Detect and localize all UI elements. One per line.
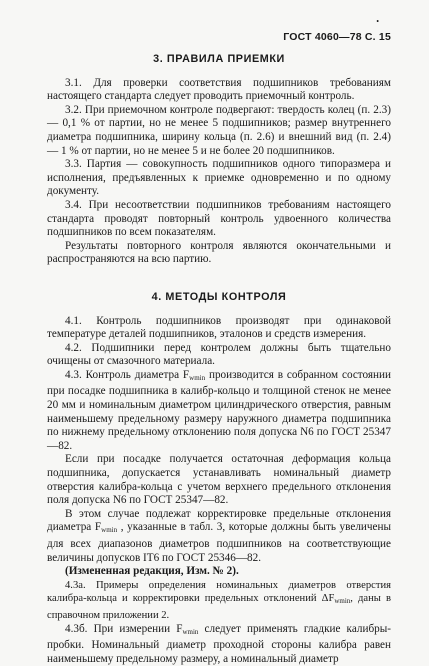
paragraph-correction [47,508,391,565]
paragraph-4-3a-part-a: 4.3а. Примеры определения номинальных диаметров отверстия калибра-кольца и корректировки предельных отклонений ΔF [47,579,391,605]
fwmin-subscript: wmin [189,373,206,382]
amendment-note: (Измененная редакция, Изм. № 2). [65,565,239,578]
paragraph-4-3-part-b: производится в собранном состоянии при посадке подшипника в калибр-кольцо и толщиной стенок не менее 20 мм и номинальным диаметром цилиндрического отверстия, равным наименьшему предельному размеру наружного диаметра подшипника по нижнему предельному отклонению поля допуска N6 по ГОСТ 25347—82. [47,368,392,452]
paragraph-4-2: 4.2. Подшипники перед контролем должны быть тщательно очищены от смазочного материала. [47,341,391,368]
page-mark: • [376,17,379,26]
paragraph-correction-part-a: В этом случае подлежат корректировке предельные отклонения диаметра F [47,507,391,534]
paragraph-deformation: Если при посадке получается остаточная деформация кольца подшипника, допускается устанавливать номинальный диаметр отверстия калибра-кольца с учетом верхнего предельного отклонения поля допуска N6 по ГОСТ 25347—82. [47,453,391,507]
fwmin-subscript: wmin [101,526,118,535]
paragraph-correction-part-b: , указанные в табл. 3, которые должны быть увеличены для всех диапазонов диаметров подшипников на соответствующие величины допусков IT6 по ГОСТ 25346—82. [47,521,392,564]
paragraph-4-3b-part-a: 4.3б. При измерении F [65,622,183,635]
section-4-title: 4. МЕТОДЫ КОНТРОЛЯ [151,290,287,303]
paragraph-3-3: 3.3. Партия — совокупность подшипников одного типоразмера и исполнения, предъявленных к приемке одновременно и по одному документу. [47,158,391,198]
paragraph-4-3a [47,579,391,623]
paragraph-4-3b-part-b: следует применять гладкие калибры-пробки. Номинальный диаметр проходной стороны калибра равен наименьшему предельному размеру, а номинальный диаметр [47,622,391,665]
fwmin-subscript: wmin [334,597,351,606]
paragraph-4-3a-part-b: , даны в справочном приложении 2. [47,593,391,621]
paragraph-3-2: 3.2. При приемочном контроле подвергают: твердость колец (п. 2.3) — 0,1 % от партии, но не менее 5 подшипников; размер внутреннего диаметра подшипника, ширину кольца (п. 2.6) и внешний вид (п. 2.4) — 1 % от партии, но не менее 5 и не более 20 подшипников. [47,103,391,157]
page-header: ГОСТ 4060—78 С. 15 [283,31,391,43]
section-3-title: 3. ПРАВИЛА ПРИЕМКИ [153,53,285,65]
paragraph-3-4: 3.4. При несоответствии подшипников требованиям настоящего стандарта проводят повторный контроль удвоенного количества подшипников по всем показателям. [47,198,391,239]
paragraph-4-3-part-a: 4.3. Контроль диаметра F [65,368,190,381]
paragraph-4-1: 4.1. Контроль подшипников производят при одинаковой температуре деталей подшипников, эталонов и средств измерения. [47,314,391,341]
paragraph-4-3 [47,369,391,454]
paragraph-4-3b [47,623,391,666]
paragraph-3-results: Результаты повторного контроля являются окончательными и распространяются на всю партию. [47,239,391,266]
document-body [47,53,391,666]
paragraph-3-1: 3.1. Для проверки соответствия подшипников требованиям настоящего стандарта следует проводить приемочный контроль. [47,76,391,103]
fwmin-subscript: wmin [182,627,199,636]
